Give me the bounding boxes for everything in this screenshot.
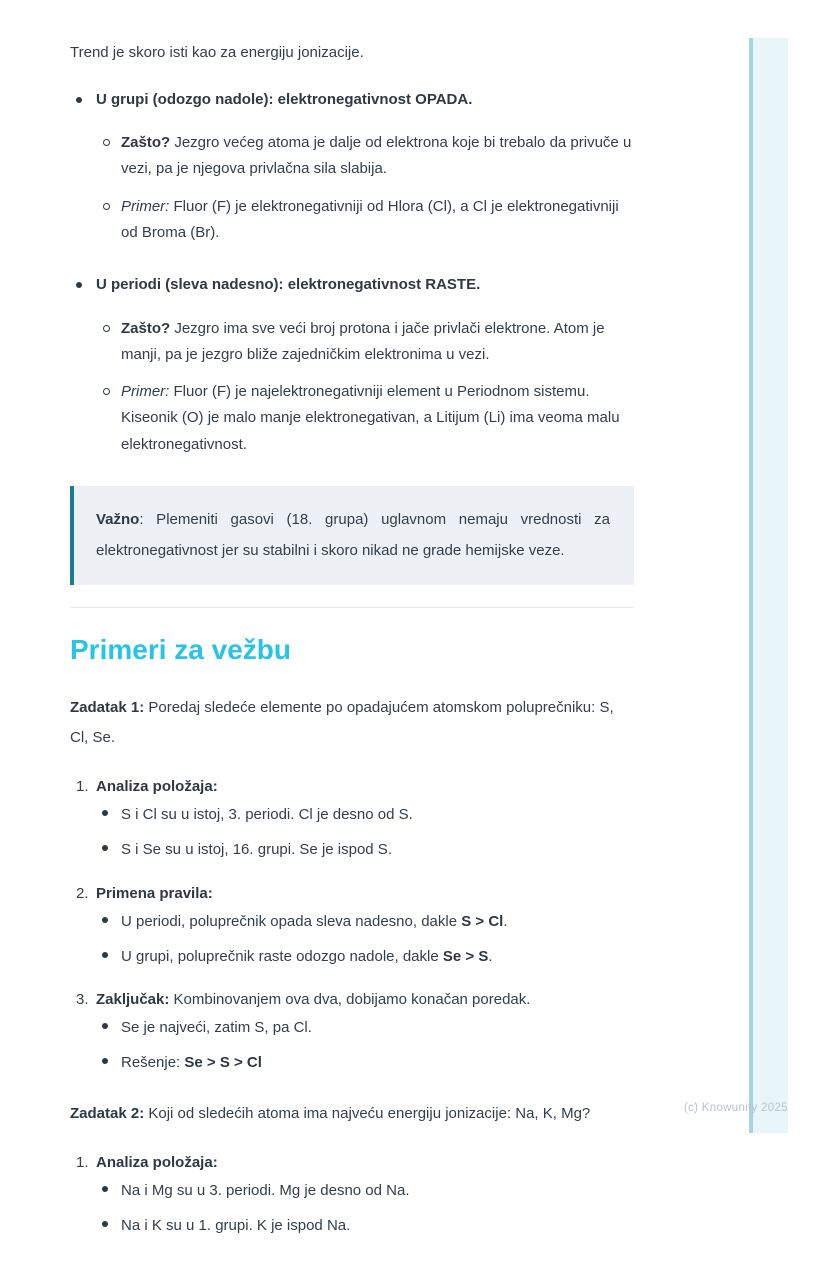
step-bullet-text: Na i Mg su u 3. periodi. Mg je desno od Na. — [121, 1181, 410, 1199]
bullet-icon — [102, 810, 108, 816]
step-label-line — [96, 772, 634, 802]
task1-label: Zadatak 1: — [70, 699, 145, 717]
step-bullet-text: Se je najveći, zatim S, pa Cl. — [121, 1019, 312, 1037]
bullet-icon — [76, 97, 82, 103]
step-item — [70, 985, 634, 1077]
circle-bullet-icon — [103, 203, 110, 210]
trend-item-title — [96, 89, 634, 112]
bullet-icon — [76, 282, 82, 288]
step-bullets — [96, 909, 634, 971]
step-label: Analiza položaja: — [96, 1153, 218, 1171]
step-bullet — [96, 1050, 634, 1076]
step-label-line — [96, 879, 634, 909]
step-bullet-text: U periodi, poluprečnik opada sleva nadesno, dakle S > Cl. — [121, 912, 508, 930]
step-bullet — [96, 909, 634, 935]
task1-steps — [70, 772, 634, 1077]
sub-item-why — [96, 130, 634, 183]
trend-item-title — [96, 274, 634, 297]
section-heading: Primeri za vežbu — [70, 634, 291, 666]
task1-statement — [70, 693, 634, 753]
bullet-icon — [102, 1186, 108, 1192]
step-tail: Kombinovanjem ova dva, dobijamo konačan poredak. — [169, 991, 531, 1009]
step-bullets — [96, 1015, 634, 1077]
example-label: Primer: — [121, 383, 170, 400]
step-bullet — [96, 1213, 634, 1239]
sub-item-why — [96, 316, 634, 369]
step-bullet — [96, 837, 634, 863]
bullet-icon — [102, 1058, 108, 1064]
trend-sub-list — [96, 316, 634, 458]
task2-statement — [70, 1099, 634, 1129]
bullet-icon — [102, 1023, 108, 1029]
callout-label: Važno — [96, 510, 140, 528]
right-edge-strip — [749, 38, 788, 1133]
step-bullet — [96, 1015, 634, 1041]
intro-paragraph: Trend je skoro isti kao za energiju jonizacije. — [70, 44, 364, 61]
sub-item-text — [121, 316, 634, 369]
sub-item-text — [121, 130, 634, 183]
step-number: 2. — [76, 884, 89, 902]
important-callout — [70, 486, 634, 586]
step-bullet — [96, 1178, 634, 1204]
task1-text: Poredaj sledeće elemente po opadajućem atomskom poluprečniku: S, Cl, Se. — [70, 699, 614, 747]
step-label: Zaključak: — [96, 991, 170, 1009]
circle-bullet-icon — [103, 388, 110, 395]
sub-item-example — [96, 379, 634, 458]
circle-bullet-icon — [103, 139, 110, 146]
why-text: Jezgro ima sve veći broj protona i jače privlači elektrone. Atom je manji, pa je jezgro bliže zajedničkim elektronima u vezi. — [121, 319, 605, 363]
step-bullets — [96, 1178, 634, 1240]
circle-bullet-icon — [103, 325, 110, 332]
trend-sub-list — [96, 130, 634, 246]
step-item — [70, 879, 634, 971]
step-number: 3. — [76, 991, 89, 1009]
step-bullet — [96, 944, 634, 970]
bullet-icon — [102, 917, 108, 923]
step-bullet-text: Rešenje: Se > S > Cl — [121, 1054, 262, 1072]
step-label: Primena pravila: — [96, 884, 213, 902]
example-text: Fluor (F) je elektronegativniji od Hlora (Cl), a Cl je elektronegativniji od Broma (Br). — [121, 197, 619, 241]
example-label: Primer: — [121, 197, 170, 215]
trend-item-title-text: U periodi (sleva nadesno): elektronegativnost RASTE. — [96, 276, 481, 293]
sub-item-text — [121, 379, 634, 458]
step-number: 1. — [76, 1153, 89, 1171]
section-divider — [70, 607, 634, 608]
step-item — [70, 772, 634, 864]
task2-steps — [70, 1148, 634, 1240]
step-bullet-text: U grupi, poluprečnik raste odozgo nadole, dakle Se > S. — [121, 947, 493, 965]
callout-text — [96, 505, 610, 567]
trend-list — [70, 89, 634, 458]
sub-item-text — [121, 194, 634, 247]
trend-item-group — [70, 89, 634, 247]
step-bullets — [96, 802, 634, 864]
sub-item-example — [96, 194, 634, 247]
step-bullet-text: S i Se su u istoj, 16. grupi. Se je ispod S. — [121, 841, 392, 859]
bullet-icon — [102, 1221, 108, 1227]
step-label: Analiza položaja: — [96, 778, 218, 796]
trend-item-title-text: U grupi (odozgo nadole): elektronegativnost OPADA. — [96, 90, 473, 108]
task2-label: Zadatak 2: — [70, 1104, 145, 1122]
trend-item-period — [70, 274, 634, 458]
step-number: 1. — [76, 778, 89, 796]
task2-text: Koji od sledećih atoma ima najveću energiju jonizacije: Na, K, Mg? — [144, 1104, 591, 1122]
callout-body: : Plemeniti gasovi (18. grupa) uglavnom nemaju vrednosti za elektronegativnost jer su stabilni i skoro nikad ne grade hemijske veze. — [96, 510, 610, 559]
step-label-line — [96, 985, 634, 1015]
why-text: Jezgro većeg atoma je dalje od elektrona koje bi trebalo da privuče u vezi, pa je njegova privlačna sila slabija. — [121, 134, 632, 178]
why-label: Zašto? — [121, 134, 171, 151]
step-bullet — [96, 802, 634, 828]
bullet-icon — [102, 845, 108, 851]
bullet-icon — [102, 952, 108, 958]
step-bullet-text: S i Cl su u istoj, 3. periodi. Cl je desno od S. — [121, 806, 413, 824]
step-label-line — [96, 1148, 634, 1178]
example-text: Fluor (F) je najelektronegativniji element u Periodnom sistemu. Kiseonik (O) je malo manje elektronegativan, a Litijum (Li) ima veoma malu elektronegativnost. — [121, 383, 620, 453]
step-bullet-text: Na i K su u 1. grupi. K je ispod Na. — [121, 1216, 351, 1234]
content-column — [70, 0, 634, 1261]
why-label: Zašto? — [121, 319, 171, 337]
step-item — [70, 1148, 634, 1240]
watermark: (c) Knowunity 2025 — [684, 1102, 788, 1114]
